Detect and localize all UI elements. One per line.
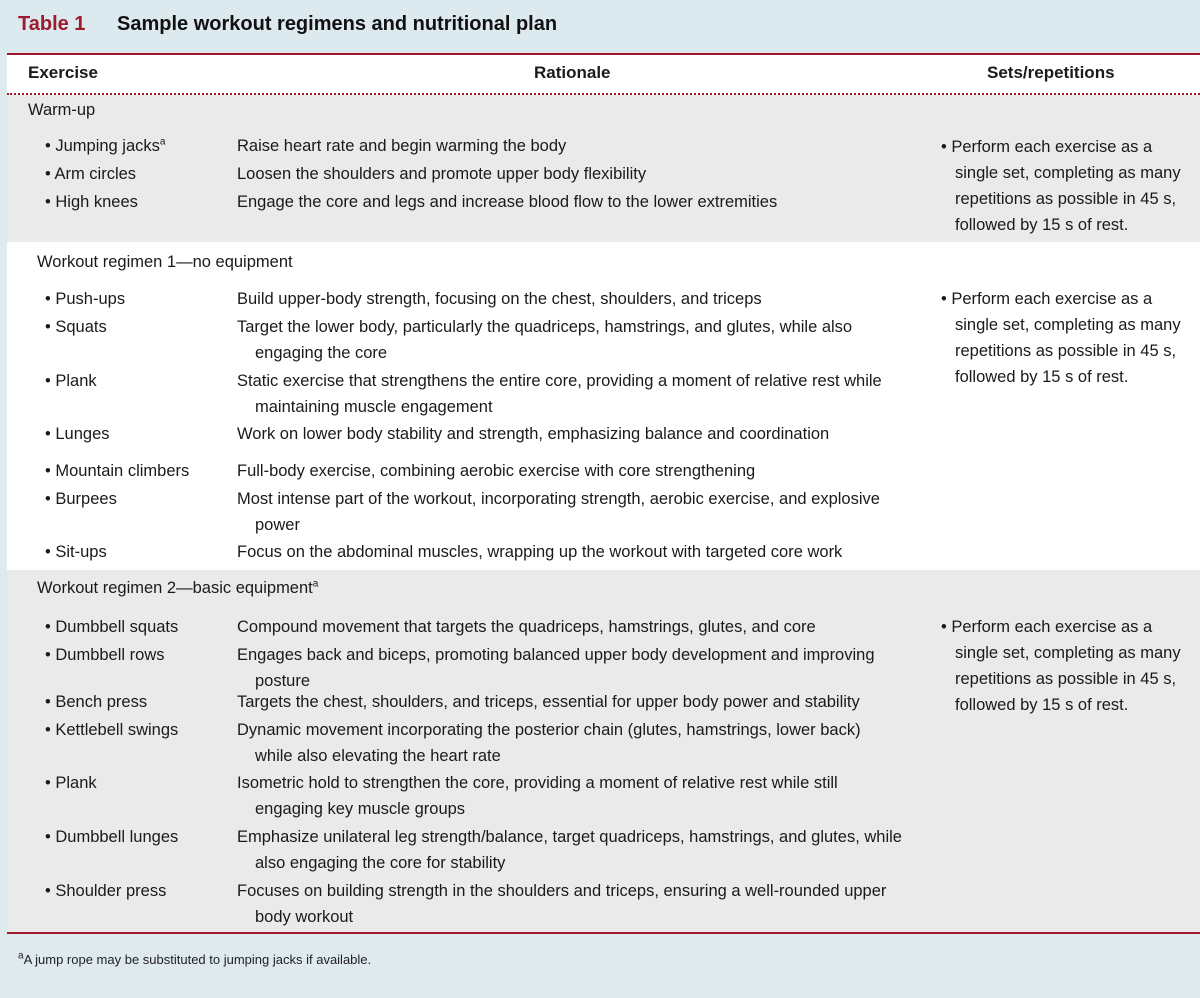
exercise-name: • Bench press	[45, 693, 148, 711]
exercise-rationale: Compound movement that targets the quadriceps, hamstrings, glutes, and core	[237, 618, 816, 636]
exercise-name: • Push-ups	[45, 290, 126, 308]
header-rationale: Rationale	[534, 63, 611, 82]
section-warm-up	[7, 95, 1200, 242]
header-exercise: Exercise	[28, 63, 98, 82]
exercise-rationale: Emphasize unilateral leg strength/balance, target quadriceps, hamstrings, and glutes, while also engaging the core for stability	[237, 828, 902, 872]
table-title: Sample workout regimens and nutritional plan	[117, 13, 558, 35]
exercise-name: • Jumping jacks$^a$	[45, 136, 166, 155]
exercise-name: • High knees	[45, 193, 138, 211]
exercise-rationale: Focuses on building strength in the shoulders and triceps, ensuring a well-rounded upper body workout	[237, 882, 887, 926]
section-workout-regimen-1	[7, 242, 1200, 570]
table-footnote: $^a$A jump rope may be substituted to jumping jacks if available.	[18, 950, 372, 967]
exercise-rationale: Most intense part of the workout, incorporating strength, aerobic exercise, and explosive power	[237, 490, 880, 534]
exercise-name: • Kettlebell swings	[45, 721, 179, 739]
exercise-name: • Lunges	[45, 425, 110, 443]
exercise-rationale: Work on lower body stability and strength, emphasizing balance and coordination	[237, 425, 830, 443]
exercise-rationale: Full-body exercise, combining aerobic exercise with core strengthening	[237, 462, 756, 480]
sets-description: • Perform each exercise as a single set, completing as many repetitions as possible in 45 s, followed by 15 s of rest.	[941, 138, 1181, 234]
exercise-rationale: Static exercise that strengthens the entire core, providing a moment of relative rest while maintaining muscle engagement	[237, 372, 882, 416]
exercise-rationale: Target the lower body, particularly the quadriceps, hamstrings, and glutes, while also engaging the core	[237, 318, 853, 362]
exercise-rationale: Build upper-body strength, focusing on the chest, shoulders, and triceps	[237, 290, 762, 308]
section-title: Workout regimen 1—no equipment	[37, 253, 293, 271]
section-workout-regimen-2	[7, 570, 1200, 932]
exercise-name: • Plank	[45, 774, 97, 792]
exercise-rationale: Targets the chest, shoulders, and triceps, essential for upper body power and stability	[237, 693, 860, 711]
exercise-rationale: Dynamic movement incorporating the posterior chain (glutes, hamstrings, lower back) while also elevating the heart rate	[237, 721, 861, 765]
exercise-rationale: Raise heart rate and begin warming the body	[237, 137, 567, 155]
exercise-name: • Dumbbell squats	[45, 618, 179, 636]
sets-description: • Perform each exercise as a single set, completing as many repetitions as possible in 45 s, followed by 15 s of rest.	[941, 290, 1181, 386]
exercise-rationale: Isometric hold to strengthen the core, providing a moment of relative rest while still engaging key muscle groups	[237, 774, 838, 818]
exercise-name: • Shoulder press	[45, 882, 167, 900]
exercise-name: • Dumbbell rows	[45, 646, 165, 664]
header-sets: Sets/repetitions	[987, 63, 1115, 82]
section-title: Warm-up	[28, 101, 96, 119]
table-title-bar	[0, 0, 1200, 53]
exercise-rationale: Engages back and biceps, promoting balanced upper body development and improving posture	[237, 646, 875, 690]
exercise-name: • Dumbbell lunges	[45, 828, 179, 846]
exercise-name: • Mountain climbers	[45, 462, 190, 480]
exercise-name: • Plank	[45, 372, 97, 390]
exercise-rationale: Focus on the abdominal muscles, wrapping up the workout with targeted core work	[237, 543, 843, 561]
exercise-name: • Burpees	[45, 490, 117, 508]
table-label: Table 1	[18, 13, 86, 35]
exercise-rationale: Engage the core and legs and increase blood flow to the lower extremities	[237, 193, 778, 211]
table-header-row	[7, 55, 1200, 93]
exercise-rationale: Loosen the shoulders and promote upper body flexibility	[237, 165, 647, 183]
sets-description: • Perform each exercise as a single set, completing as many repetitions as possible in 45 s, followed by 15 s of rest.	[941, 618, 1181, 714]
section-title: Workout regimen 2—basic equipment$^a$	[37, 578, 319, 597]
exercise-name: • Squats	[45, 318, 107, 336]
exercise-name: • Arm circles	[45, 165, 137, 183]
bottom-rule	[7, 932, 1200, 934]
exercise-name: • Sit-ups	[45, 543, 107, 561]
